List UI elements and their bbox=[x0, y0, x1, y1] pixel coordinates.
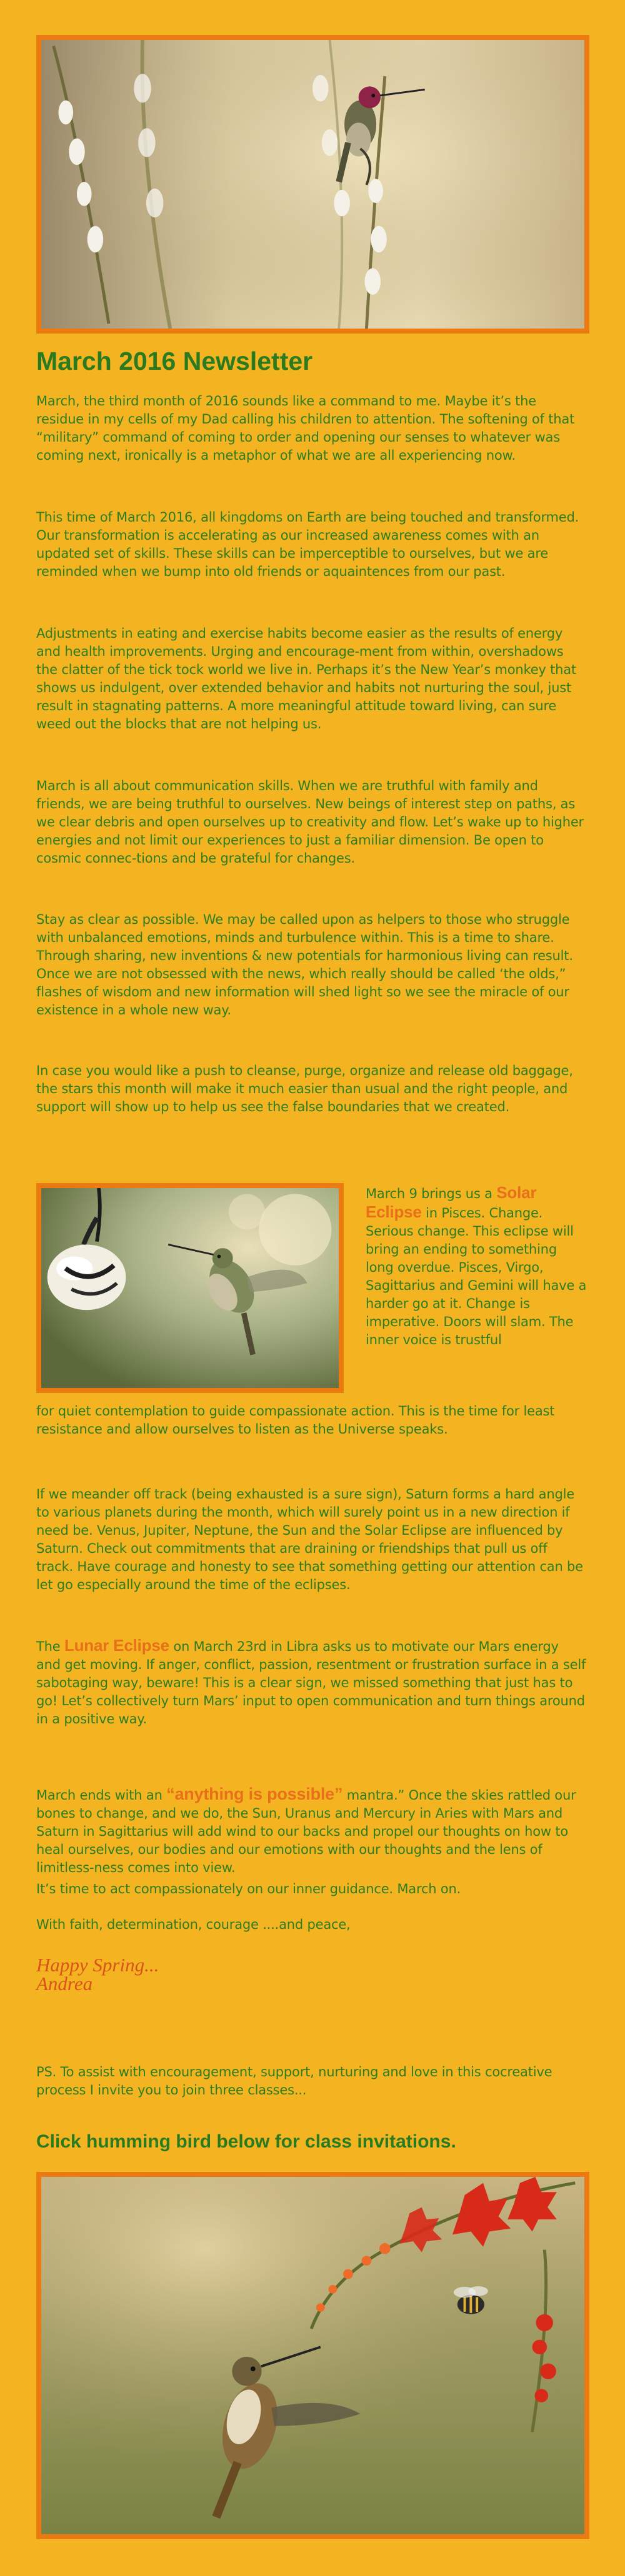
solar-eclipse-highlight: Solar Eclipse bbox=[366, 1183, 537, 1221]
newsletter-title: March 2016 Newsletter bbox=[36, 347, 313, 375]
paragraph-text: This time of March 2016, all kingdoms on Earth are being touched and transformed. Our transformation is accelerating as our increased awareness comes with an updated set of skills. These skills can be imperceptible to ourselves, but we are reminded when we bump into old friends or aquaintences from our past. bbox=[36, 510, 579, 579]
lunar-intro-text: The bbox=[36, 1639, 64, 1654]
solar-eclipse-paragraph bbox=[366, 1184, 588, 1349]
paragraph-transformation bbox=[36, 508, 586, 581]
hummingbird-and-bee-at-red-flowers-image[interactable] bbox=[36, 2172, 589, 2539]
solar-intro-text: March 9 brings us a bbox=[366, 1186, 497, 1201]
hummingbird-on-pussy-willow-image bbox=[36, 35, 589, 334]
solar-body-text: in Pisces. Change. Serious change. This eclipse will bring an ending to something long overdue. Pisces, Virgo, Sagittarius and Gemini will have a harder go at it. Change is imperative. Doors will slam. The inner voice is trustful bbox=[366, 1206, 587, 1347]
lunar-eclipse-paragraph bbox=[36, 1637, 586, 1728]
paragraph-text: With faith, determination, courage ....and peace, bbox=[36, 1917, 351, 1932]
anything-is-possible-highlight: “anything is possible” bbox=[166, 1785, 343, 1803]
paragraph-communication bbox=[36, 777, 586, 868]
paragraph-cleanse bbox=[36, 1062, 586, 1116]
paragraph-text: In case you would like a push to cleanse, purge, organize and release old baggage, the stars this month will make it much easier than usual and the right people, and support will show up to help us see the false boundaries that we created. bbox=[36, 1063, 573, 1114]
paragraph-text: March is all about communication skills. When we are truthful with family and friends, we are being truthful to ourselves. New beings of interest step on paths, as we clear debris and open ourselves up to creativity and flow. Let’s wake up to higher energies and not limit our experiences to just a familiar dimension. Be open to cosmic connec-tions and be grateful for changes. bbox=[36, 778, 584, 866]
lunar-body-text: on March 23rd in Libra asks us to motivate our Mars energy and get moving. If anger, conflict, passion, resentment or frustration surface in a self sabotaging way, beware! This is a clear sign, we missed something that just has to go! Let’s collectively turn Mars’ input to open communication and turn things around in a positive way. bbox=[36, 1639, 586, 1726]
solar-eclipse-continuation bbox=[36, 1402, 586, 1439]
paragraph-text: Adjustments in eating and exercise habits become easier as the results of energy and health improvements. Urging and encourage-ment from within, overshadows the clatter of the tick tock world we live in. Perhaps it’s the New Year’s monkey that shows us indulgent, over extended behavior and habits not nurturing the soul, just result in stagnating patterns. A more meaningful attitude toward living, can sure weed out the blocks that are not helping us. bbox=[36, 626, 576, 731]
paragraph-text: If we meander off track (being exhausted is a sure sign), Saturn forms a hard angle to various planets during the month, which will surely point us in a new direction if need be. Venus, Jupiter, Neptune, the Sun and the Solar Eclipse are influenced by Saturn. Check out commitments that are draining or friendships that pull us off track. Have courage and honesty to see that something getting our attention can be let go especially around the time of the eclipses. bbox=[36, 1487, 583, 1592]
mantra-body-text: mantra.” Once the skies rattled our bones to change, and we do, the Sun, Uranus and Mercury in Aries with Mars and Saturn in Sagittarius will add wind to our backs and propel our thoughts on how to heal ourselves, our bodies and our emotions with our thoughts and the lens of limitless-ness comes into view. bbox=[36, 1788, 576, 1875]
hummingbird-with-cotton-feeder-image bbox=[36, 1183, 344, 1393]
lunar-eclipse-highlight: Lunar Eclipse bbox=[64, 1636, 169, 1655]
class-invitation-cta: Click humming bird below for class invitations. bbox=[36, 2131, 456, 2152]
paragraph-text: It’s time to act compassionately on our inner guidance. March on. bbox=[36, 1881, 461, 1896]
paragraph-march-on bbox=[36, 1880, 586, 1898]
paragraph-text: for quiet contemplation to guide compassionate action. This is the time for least resistance and allow ourselves to listen as the Universe speaks. bbox=[36, 1404, 555, 1437]
paragraph-stay-clear bbox=[36, 911, 586, 1019]
paragraph-intro bbox=[36, 392, 586, 465]
paragraph-text: March, the third month of 2016 sounds like a command to me. Maybe it’s the residue in my cells of my Dad calling his children to attention. The softening of that “military” command of coming to order and opening our senses to whatever was coming next, ironically is a metaphor of what we are all experiencing now. bbox=[36, 394, 575, 463]
signoff-name: Andrea bbox=[36, 1973, 93, 1994]
paragraph-closing bbox=[36, 1916, 586, 1934]
paragraph-adjustments bbox=[36, 625, 586, 733]
paragraph-text: PS. To assist with encouragement, support, nurturing and love in this cocreative process I invite you to join three classes... bbox=[36, 2064, 552, 2098]
mantra-intro-text: March ends with an bbox=[36, 1788, 167, 1803]
paragraph-saturn bbox=[36, 1485, 586, 1594]
mantra-paragraph bbox=[36, 1785, 586, 1877]
signoff-greeting: Happy Spring... bbox=[36, 1954, 159, 1976]
postscript bbox=[36, 2063, 586, 2099]
paragraph-text: Stay as clear as possible. We may be called upon as helpers to those who struggle with unbalanced emotions, minds and turbulence within. This is a time to share. Through sharing, new inventions & new potentials for harmonious living can result. Once we are not obsessed with the news, which really should be called ‘the olds,” flashes of wisdom and new information will shed light so we see the miracle of our existence in a whole new way. bbox=[36, 912, 573, 1018]
